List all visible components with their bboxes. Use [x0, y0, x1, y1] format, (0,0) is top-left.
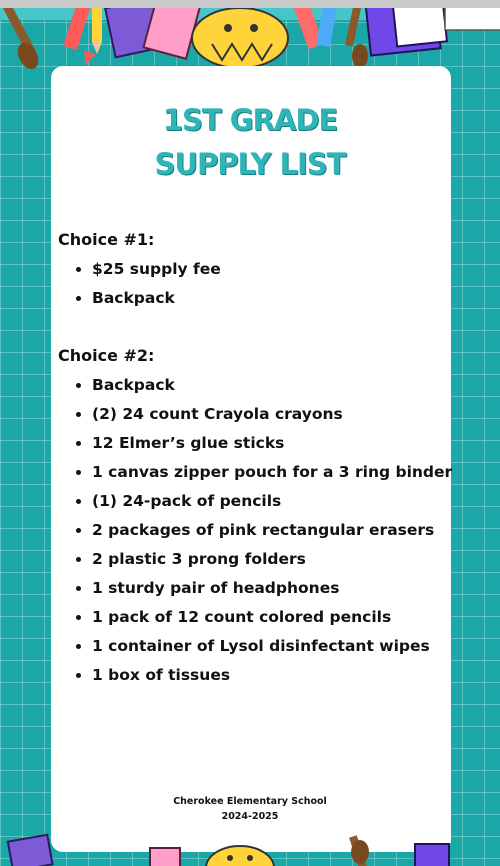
smiley-character-icon: [206, 846, 274, 866]
list-item: • Backpack: [92, 284, 221, 313]
list-item: • (2) 24 count Crayola crayons: [92, 400, 452, 429]
list-item: • 2 packages of pink rectangular erasers: [92, 516, 452, 545]
choice-2-label: Choice #2:: [58, 346, 155, 365]
choice-1-label: Choice #1:: [58, 230, 155, 249]
footer-school-year: 2024-2025: [221, 811, 279, 822]
list-item: • 1 container of Lysol disinfectant wipes: [92, 632, 452, 661]
list-item: • $25 supply fee: [92, 255, 221, 284]
title-line-2: SUPPLY LIST: [154, 147, 346, 181]
list-item: • 1 canvas zipper pouch for a 3 ring binder: [92, 458, 452, 487]
list-item: • 12 Elmer’s glue sticks: [92, 429, 452, 458]
school-supplies-decoration-bottom: [0, 816, 500, 866]
list-item: • Backpack: [92, 371, 452, 400]
choice-1-list: [58, 255, 221, 313]
notebook-icon: [8, 835, 53, 866]
list-item: • (1) 24-pack of pencils: [92, 487, 452, 516]
choice-2-list: [58, 371, 452, 690]
paintbrush-icon: [349, 835, 369, 866]
footer-school-name: Cherokee Elementary School: [173, 796, 327, 807]
pencil-icon: [92, 8, 102, 54]
list-item: • 1 sturdy pair of headphones: [92, 574, 452, 603]
top-bar: [0, 0, 500, 8]
smiley-character-icon: [192, 8, 288, 68]
title-line-1: 1ST GRADE: [162, 103, 338, 137]
eraser-icon: [150, 848, 180, 866]
book-icon: [415, 844, 449, 866]
list-item: • 2 plastic 3 prong folders: [92, 545, 452, 574]
page-title: [0, 98, 500, 186]
list-item: • 1 pack of 12 count colored pencils: [92, 603, 452, 632]
list-item: • 1 box of tissues: [92, 661, 452, 690]
